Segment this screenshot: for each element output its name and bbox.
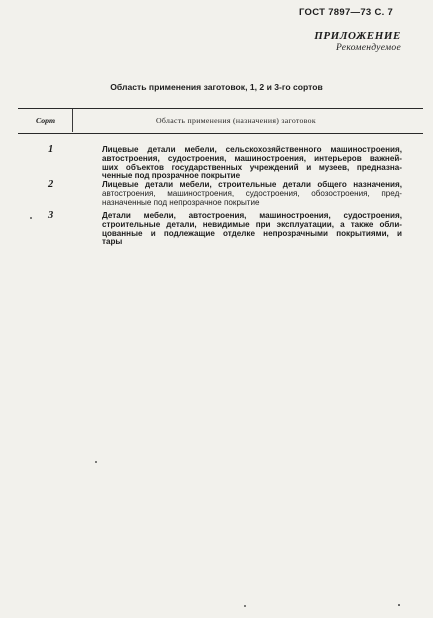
table-header-rule [18, 133, 423, 134]
document-title: Область применения заготовок, 1, 2 и 3-го сортов [110, 82, 323, 92]
grade-number: 2 [48, 179, 54, 190]
description-line: ших объектов государственных учреждений и музеев, предназна- [102, 162, 402, 172]
description-line: цованные и подлежащие отделке непрозрачными покрытиями, и [102, 228, 402, 238]
description-line: строительные детали, невидимые при эксплуатации, а также обли- [102, 219, 402, 229]
table-header-divider [72, 109, 73, 132]
description-line: Детали мебели, автостроения, машиностроения, судостроения, [102, 211, 402, 220]
grade-number: 1 [48, 144, 54, 155]
description-line: автостроения, судостроения, машиностроения, интерьеров важней- [102, 153, 402, 163]
scan-speck [30, 217, 32, 219]
description-line: Лицевые детали мебели, сельскохозяйственного машиностроения, [102, 145, 402, 154]
description-line: назначенные под непрозрачное покрытие [102, 197, 260, 207]
description-line: тары [102, 237, 123, 247]
scan-speck [244, 605, 246, 607]
scan-speck [398, 604, 400, 606]
column-header-area: Область применения (назначения) заготовок [156, 116, 316, 125]
scan-speck [95, 461, 97, 463]
grade-description [102, 146, 402, 181]
table-top-rule [18, 108, 423, 109]
description-line: автостроения, машиностроения, судостроения, обозостроения, пред- [102, 188, 402, 198]
grade-number: 3 [48, 210, 54, 221]
description-line: ченные под прозрачное покрытие [102, 171, 241, 181]
appendix-title: ПРИЛОЖЕНИЕ [314, 30, 401, 42]
column-header-grade: Сорт [36, 116, 56, 125]
page-header-standard-ref: ГОСТ 7897—73 С. 7 [299, 7, 394, 18]
grade-description [102, 181, 402, 207]
description-line: Лицевые детали мебели, строительные детали общего назначения, [102, 180, 402, 189]
grade-description [102, 212, 402, 247]
appendix-subtitle: Рекомендуемое [336, 43, 401, 53]
